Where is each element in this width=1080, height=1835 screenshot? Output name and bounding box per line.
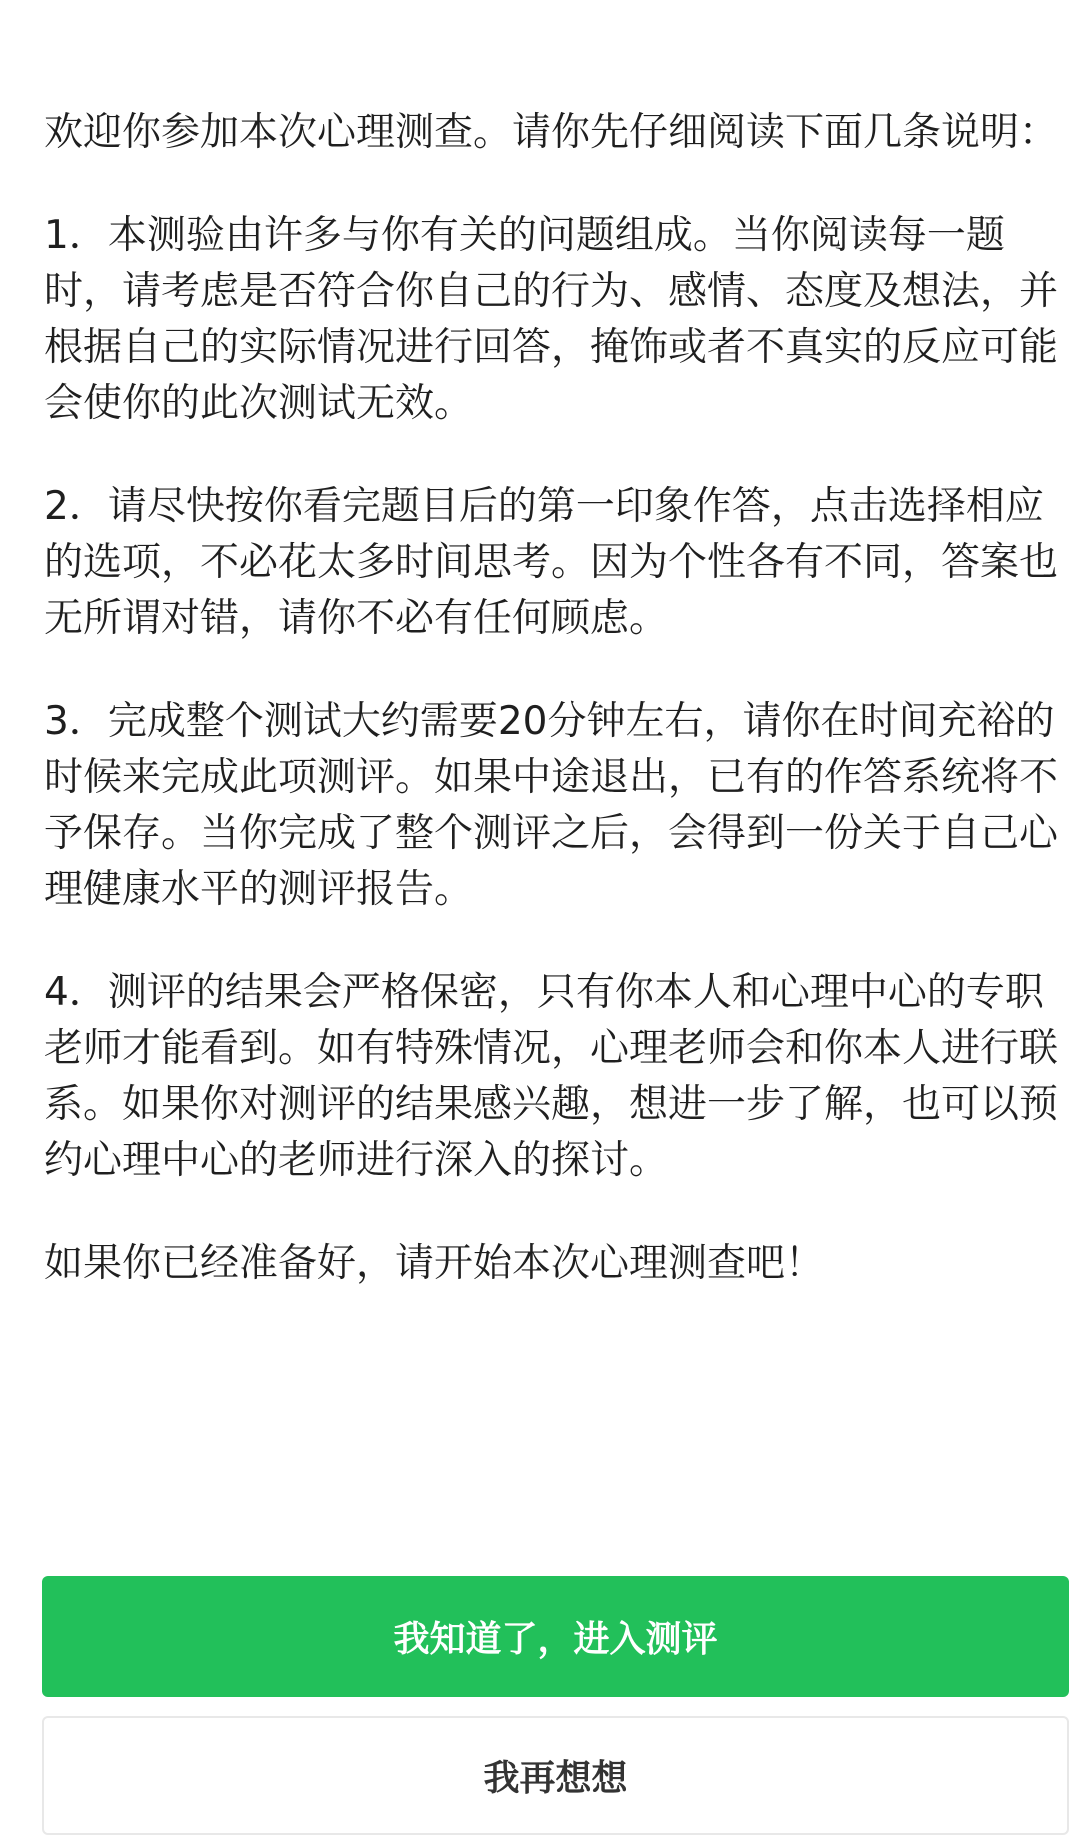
instruction-item-4: 4．测评的结果会严格保密，只有你本人和心理中心的专职老师才能看到。如有特殊情况，心理老师会和你本人进行联系。如果你对测评的结果感兴趣，想进一步了解，也可以预约心理中心的老师进行深入的探讨。 bbox=[44, 970, 1059, 1183]
reconsider-button-label: 我再想想 bbox=[483, 1758, 628, 1799]
instruction-item-2: 2．请尽快按你看完题目后的第一印象作答，点击选择相应的选项，不必花太多时间思考。因为个性各有不同，答案也无所谓对错，请你不必有任何顾虑。 bbox=[44, 484, 1059, 641]
instruction-item-1: 1．本测验由许多与你有关的问题组成。当你阅读每一题时，请考虑是否符合你自己的行为、感情、态度及想法，并根据自己的实际情况进行回答，掩饰或者不真实的反应可能会使你的此次测试无效。 bbox=[44, 213, 1059, 426]
instruction-item-3: 3．完成整个测试大约需要20分钟左右，请你在时间充裕的时候来完成此项测评。如果中途退出，已有的作答系统将不予保存。当你完成了整个测评之后，会得到一份关于自己心理健康水平的测评报告。 bbox=[44, 699, 1059, 912]
intro-text: 欢迎你参加本次心理测查。请你先仔细阅读下面几条说明： bbox=[44, 110, 1059, 155]
instructions-content bbox=[44, 105, 1069, 1339]
closing-text: 如果你已经准备好，请开始本次心理测查吧！ bbox=[44, 1241, 825, 1286]
reconsider-button[interactable] bbox=[42, 1716, 1069, 1835]
enter-assessment-button[interactable] bbox=[42, 1576, 1069, 1697]
enter-assessment-button-label: 我知道了，进入测评 bbox=[393, 1619, 718, 1660]
